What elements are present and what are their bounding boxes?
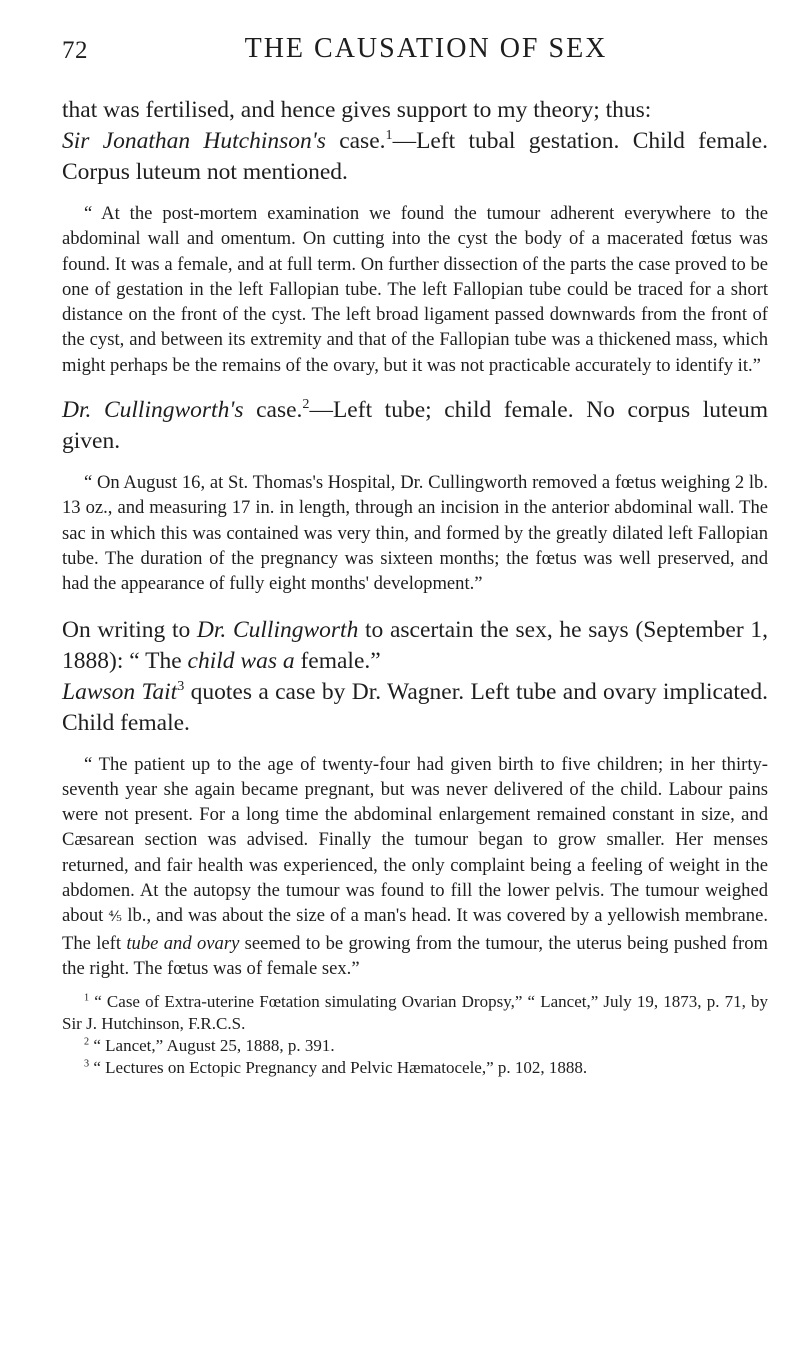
case-name: Lawson Tait [62,678,178,705]
case-name: Sir Jonathan Hutchinson's [62,128,326,154]
case-label: case. [243,397,303,424]
footnote-mark: 1 [84,992,90,1004]
footnote-text: “ Lectures on Ectopic Pregnancy and Pelvic Hæmatocele,” p. 102, 1888. [89,1058,588,1078]
footnote-ref: 3 [177,677,185,694]
case-summary: —Left tubal gestation. Child female. Corpus luteum not mentioned. [62,128,768,185]
running-title: THE CAUSATION OF SEX [244,33,608,64]
case-heading-tait [62,677,768,739]
quote-text: lb., and was about the size of a man's head. It was covered by a yellowish membrane. The left [62,905,768,954]
page-number: 72 [62,37,88,64]
case-summary: —Left tube; child female. No corpus luteum given. [62,397,769,455]
footnote-2 [62,1035,768,1057]
footnote-ref: 1 [385,127,393,144]
quote-tait [62,752,768,982]
quote-text: seemed to be growing from the tumour, the uterus being pushed from the right. The fœtus was of female sex.” [62,932,768,979]
quote-text: “ The patient up to the age of twenty-four had given birth to five children; in her thirty-seventh year she again became pregnant, but was never delivered of the child. Labour pains were not present. For a long time the abdominal enlargement remained constant in size, and Cæsarean section was advised. Finally the tumour began to grow smaller. Her menses returned, and fair health was experienced, the only complaint being a feeling of weight in the abdomen. At the autopsy the tumour was found to fill the lower pelvis. The tumour weighed about [62,753,768,927]
case-label: case. [325,128,386,154]
footnote-text: “ Case of Extra-uterine Fœtation simulating Ovarian Dropsy,” “ Lancet,” July 19, 1873, p. 71, by Sir J. Hutchinson, F.R.C.S. [62,992,768,1034]
writing-text: On writing to [62,616,197,643]
case-heading-cullingworth [62,395,768,457]
writing-text: to ascertain the sex, he says (September 1, 1888): “ The [62,616,768,674]
intro-paragraph: that was fertilised, and hence gives support to my theory; thus: [62,97,652,123]
footnote-1 [62,991,768,1035]
writing-name: Dr. Cullingworth [196,616,359,643]
quote-hutchinson: “ At the post-mortem examination we found the tumour adherent everywhere to the abdominal wall and omentum. On cutting into the cyst the body of a macerated fœtus was found. It was a female, and at full term. On further dissection of the parts the case proved to be one of gestation in the left Fallopian tube. The left Fallopian tube could be traced for a short distance on the front of the cyst. The left broad ligament passed downwards from the front of the cyst, and between its extremity and that of the Fallopian tube was a thickened mass, which might perhaps be the remains of the ovary, but it was not practicable accurately to identify it.” [62,203,768,376]
footnote-3 [62,1057,768,1079]
writing-italic: child was a [187,647,295,674]
page-header [62,33,760,73]
footnote-text: “ Lancet,” August 25, 1888, p. 391. [89,1036,335,1056]
footnote-ref: 2 [302,396,310,413]
body-text [62,95,768,1079]
footnote-mark: 3 [84,1058,90,1070]
quote-cullingworth: “ On August 16, at St. Thomas's Hospital, Dr. Cullingworth removed a fœtus weighing 2 lb. 13 oz., and measuring 17 in. in length, through an incision in the anterior abdominal wall. The sac in which this was contained was very thin, and formed by the greatly dilated left Fallopian tube. The duration of the pregnancy was sixteen months; the fœtus was well preserved, and had the appearance of fully eight months' development.” [62,472,768,595]
footnote-mark: 2 [84,1036,90,1048]
quote-italic: tube and ovary [126,932,240,954]
case-name: Dr. Cullingworth's [62,397,244,424]
writing-text: female.” [294,647,381,674]
case-summary: quotes a case by Dr. Wagner. Left tube and ovary implicated. Child female. [62,678,768,736]
writing-paragraph [62,615,768,677]
footnotes [62,991,768,1079]
weight-fraction: ⅘ [108,910,123,926]
case-heading-hutchinson [62,126,768,188]
